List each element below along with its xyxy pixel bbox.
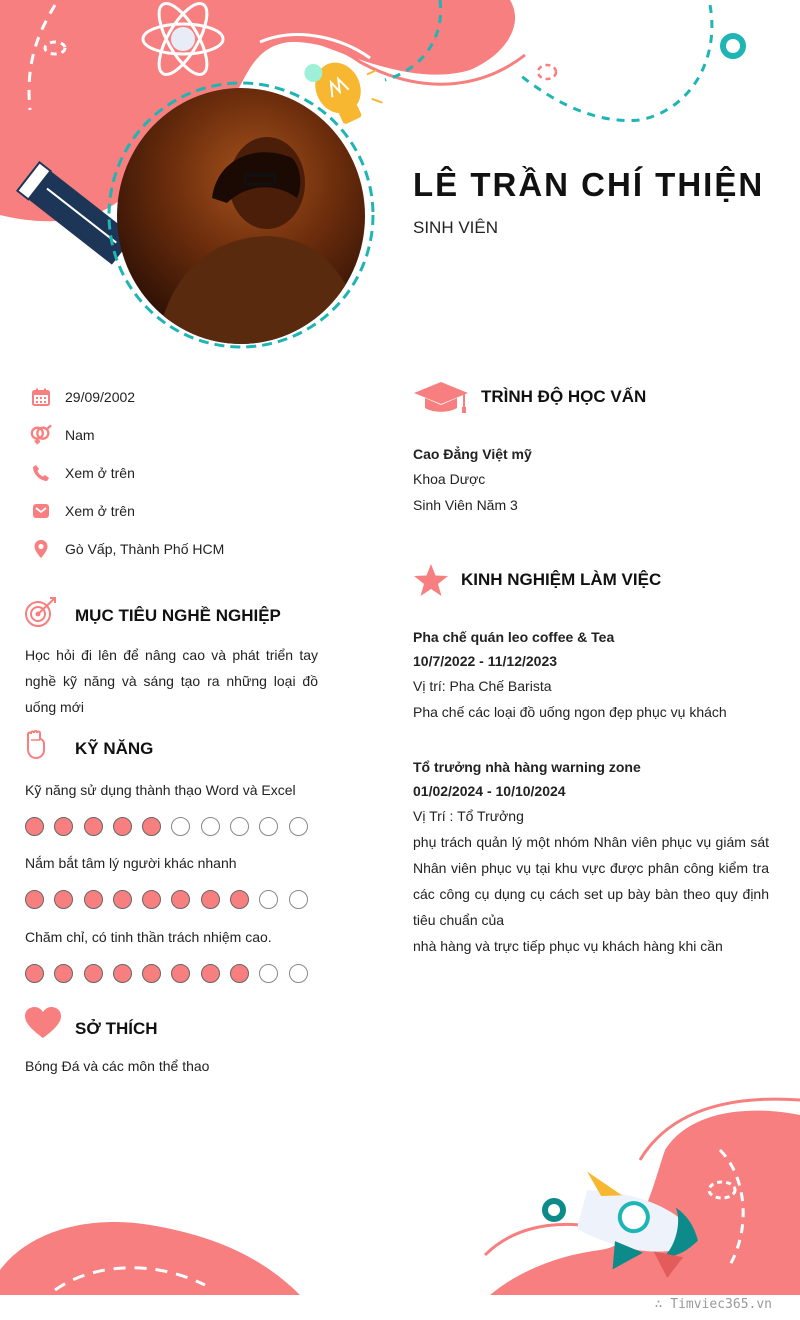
- job-description: phụ trách quản lý một nhóm Nhân viên phục vụ giám sát Nhân viên phục vụ tại khu vực được phân công kiểm tra các công cụ dụng cụ cách set up bày bàn theo quy định tiêu chuẩn của: [413, 834, 769, 928]
- watermark: [655, 1297, 772, 1312]
- rating-dot-empty: [259, 964, 278, 983]
- contact-row-email: [30, 499, 135, 523]
- rating-dot-empty: [259, 890, 278, 909]
- rating-dot-filled: [142, 890, 161, 909]
- watermark-text: Timviec365.vn: [670, 1297, 772, 1312]
- job-period: 10/7/2022 - 11/12/2023: [413, 653, 558, 669]
- rating-dot-empty: [289, 817, 308, 836]
- contact-text: 29/09/2002: [65, 389, 136, 405]
- rating-dot-filled: [171, 890, 190, 909]
- contact-row-address: [30, 537, 224, 561]
- email-icon: [30, 500, 52, 522]
- avatar-silhouette: [117, 88, 365, 344]
- rating-dot-empty: [201, 817, 220, 836]
- star-icon: [413, 563, 449, 597]
- education-year: Sinh Viên Năm 3: [413, 497, 518, 513]
- job-description: Pha chế các loại đồ uống ngon đẹp phục vụ khách: [413, 704, 727, 720]
- skill-rating: [25, 890, 318, 909]
- heart-icon: [24, 1006, 62, 1040]
- target-icon: [24, 596, 58, 630]
- candidate-name: LÊ TRẦN CHÍ THIỆN: [413, 166, 765, 203]
- job-position: Vị Trí : Tổ Trưởng: [413, 808, 524, 824]
- education-title: TRÌNH ĐỘ HỌC VẤN: [481, 387, 647, 406]
- watermark-logo-icon: ∴: [654, 1297, 671, 1312]
- avatar: [117, 88, 365, 344]
- education-faculty: Khoa Dược: [413, 471, 486, 487]
- graduation-cap-icon: [413, 380, 469, 414]
- skill-label: Chăm chỉ, có tinh thần trách nhiệm cao.: [25, 929, 272, 945]
- job-position: Vị trí: Pha Chế Barista: [413, 678, 552, 694]
- rating-dot-filled: [84, 890, 103, 909]
- skill-rating: [25, 964, 318, 983]
- contact-text: Xem ở trên: [65, 503, 135, 519]
- skill-label: Nắm bắt tâm lý người khác nhanh: [25, 855, 237, 871]
- rating-dot-empty: [289, 890, 308, 909]
- education-school: Cao Đẳng Việt mỹ: [413, 446, 532, 462]
- skill-label: Kỹ năng sử dụng thành thạo Word và Excel: [25, 782, 296, 798]
- rating-dot-filled: [25, 964, 44, 983]
- contact-text: Gò Vấp, Thành Phố HCM: [65, 541, 225, 557]
- contact-row-gender: [30, 423, 95, 447]
- rating-dot-filled: [230, 890, 249, 909]
- job-company: Pha chế quán leo coffee & Tea: [413, 629, 615, 645]
- skills-title: KỸ NĂNG: [75, 739, 154, 758]
- rating-dot-empty: [230, 817, 249, 836]
- rating-dot-filled: [84, 964, 103, 983]
- rating-dot-empty: [289, 964, 308, 983]
- rating-dot-filled: [113, 964, 132, 983]
- experience-title: KINH NGHIỆM LÀM VIỆC: [461, 570, 662, 589]
- rating-dot-empty: [171, 817, 190, 836]
- rating-dot-filled: [201, 964, 220, 983]
- location-icon: [30, 538, 52, 560]
- job-period: 01/02/2024 - 10/10/2024: [413, 783, 566, 799]
- contact-text: Xem ở trên: [65, 465, 135, 481]
- rating-dot-filled: [230, 964, 249, 983]
- job-company: Tổ trưởng nhà hàng warning zone: [413, 759, 641, 775]
- rating-dot-filled: [142, 964, 161, 983]
- gender-icon: [30, 424, 52, 446]
- contact-row-birthday: [30, 385, 135, 409]
- teal-ring-small-icon: [545, 1201, 563, 1219]
- rating-dot-filled: [25, 817, 44, 836]
- rating-dot-filled: [113, 817, 132, 836]
- contact-text: Nam: [65, 427, 95, 443]
- objective-text: Học hỏi đi lên để nâng cao và phát triển tay nghề kỹ năng và sáng tạo ra những loại đồ uống mới: [25, 647, 318, 715]
- contact-row-phone: [30, 461, 135, 485]
- rating-dot-filled: [201, 890, 220, 909]
- rating-dot-filled: [54, 890, 73, 909]
- rating-dot-filled: [142, 817, 161, 836]
- rating-dot-filled: [113, 890, 132, 909]
- rating-dot-filled: [54, 964, 73, 983]
- rating-dot-filled: [54, 817, 73, 836]
- hobbies-text: Bóng Đá và các môn thể thao: [25, 1058, 210, 1074]
- skill-rating: [25, 817, 318, 836]
- candidate-role: SINH VIÊN: [413, 218, 499, 237]
- objective-title: MỤC TIÊU NGHỀ NGHIỆP: [75, 606, 281, 625]
- rating-dot-filled: [25, 890, 44, 909]
- hobbies-title: SỞ THÍCH: [75, 1019, 158, 1038]
- rating-dot-filled: [84, 817, 103, 836]
- bottom-left-blob: [0, 1222, 300, 1295]
- calendar-icon: [30, 386, 52, 408]
- phone-icon: [30, 462, 52, 484]
- job-description: nhà hàng và trực tiếp phục vụ khách hàng khi cần: [413, 938, 723, 954]
- teal-ring-icon: [723, 36, 743, 56]
- rating-dot-filled: [171, 964, 190, 983]
- rating-dot-empty: [259, 817, 278, 836]
- fist-icon: [25, 730, 47, 760]
